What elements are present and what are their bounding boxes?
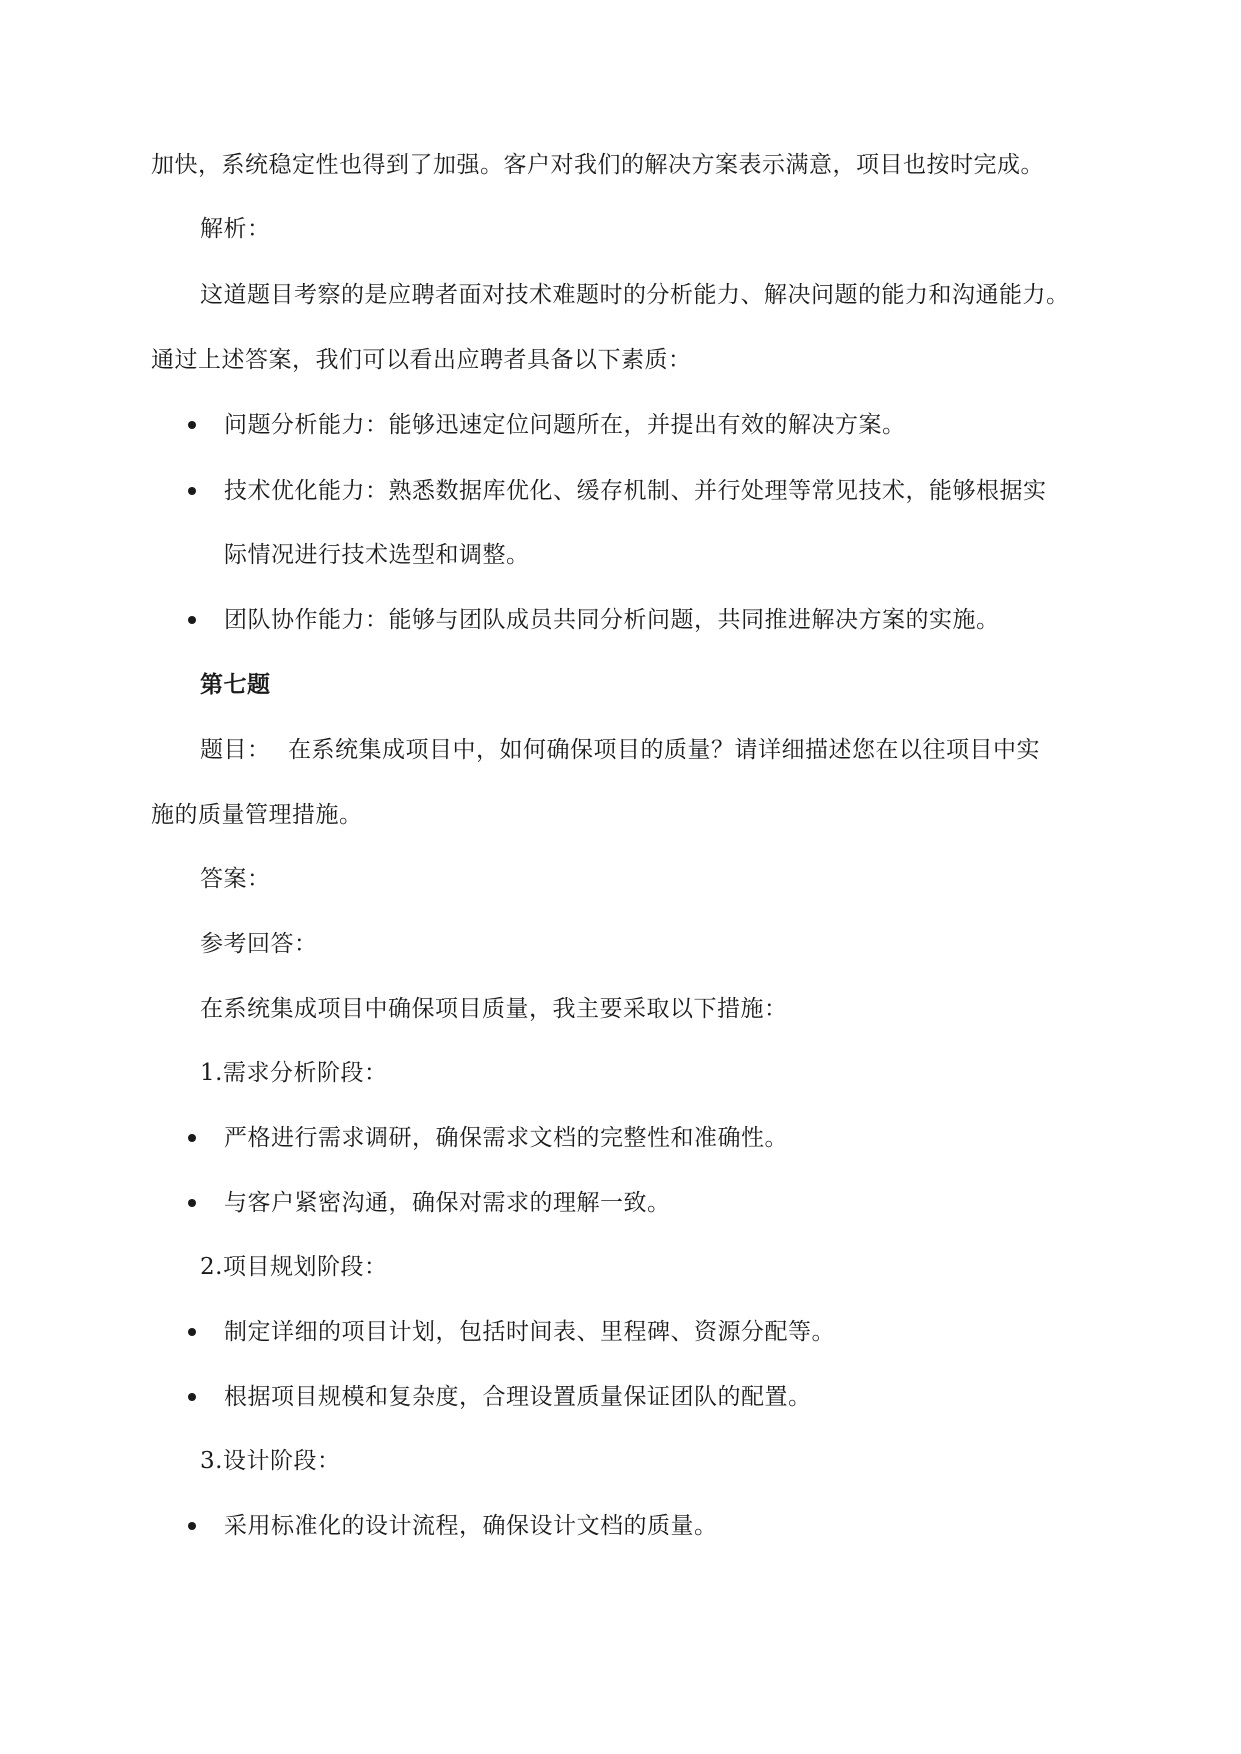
intro-text: 在系统集成项目中确保项目质量，我主要采取以下措施： [200,996,788,1022]
question-label: 题目： [200,737,271,763]
paragraph-continuation: 加快，系统稳定性也得到了加强。客户对我们的解决方案表示满意，项目也按时完成。 [151,152,1044,178]
quality-item-2-line-2: 际情况进行技术选型和调整。 [224,542,530,568]
reference-label: 参考回答： [200,931,318,957]
bullet-icon [188,1134,196,1142]
question-text-line-1: 在系统集成项目中，如何确保项目的质量？请详细描述您在以往项目中实 [288,737,1040,763]
quality-item-1: 问题分析能力：能够迅速定位问题所在，并提出有效的解决方案。 [224,412,906,438]
bullet-icon [188,1522,196,1530]
phase-2-item-1: 制定详细的项目计划，包括时间表、里程碑、资源分配等。 [224,1319,835,1345]
bullet-icon [188,1328,196,1336]
phase-1-item-1: 严格进行需求调研，确保需求文档的完整性和准确性。 [224,1125,788,1151]
question-text-line-2: 施的质量管理措施。 [151,802,363,828]
phase-2-item-2: 根据项目规模和复杂度，合理设置质量保证团队的配置。 [224,1384,812,1410]
quality-item-2-line-1: 技术优化能力：熟悉数据库优化、缓存机制、并行处理等常见技术，能够根据实 [224,478,1047,504]
phase-1-title: 1.需求分析阶段： [200,1060,388,1086]
bullet-icon [188,1393,196,1401]
phase-2-title: 2.项目规划阶段： [200,1254,388,1280]
section-title: 第七题 [200,672,271,698]
quality-item-3: 团队协作能力：能够与团队成员共同分析问题，共同推进解决方案的实施。 [224,607,1000,633]
analysis-text-line-2: 通过上述答案，我们可以看出应聘者具备以下素质： [151,347,692,373]
bullet-icon [188,616,196,624]
answer-label: 答案： [200,866,271,892]
bullet-icon [188,421,196,429]
phase-3-item-1: 采用标准化的设计流程，确保设计文档的质量。 [224,1513,718,1539]
bullet-icon [188,1199,196,1207]
phase-3-title: 3.设计阶段： [200,1448,341,1474]
analysis-text-line-1: 这道题目考察的是应聘者面对技术难题时的分析能力、解决问题的能力和沟通能力。 [200,282,1070,308]
analysis-label: 解析： [200,216,271,242]
phase-1-item-2: 与客户紧密沟通，确保对需求的理解一致。 [224,1190,671,1216]
bullet-icon [188,487,196,495]
